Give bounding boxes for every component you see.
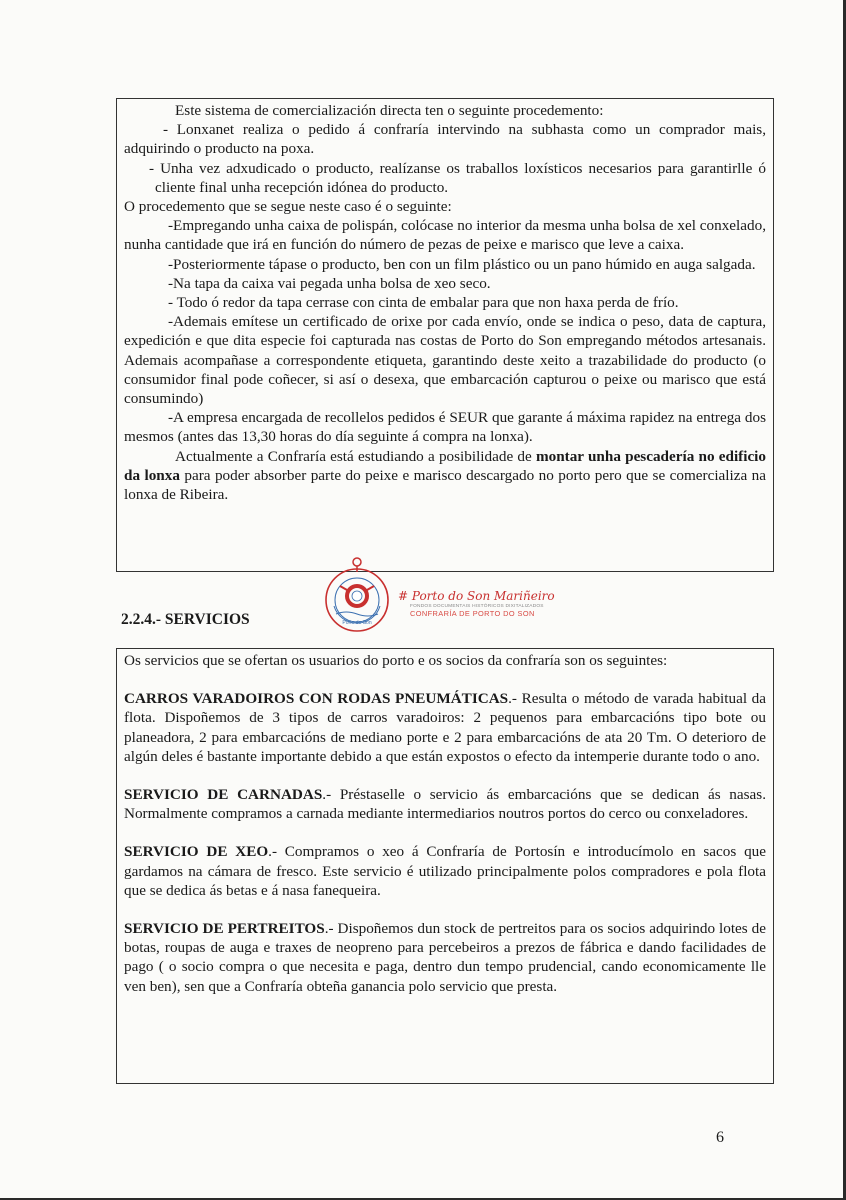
paragraph <box>124 842 766 900</box>
logo-anchor-ring <box>353 558 361 566</box>
service-title: SERVICIO DE XEO <box>124 843 269 861</box>
paragraph <box>124 689 766 766</box>
paragraph <box>124 447 766 505</box>
paragraph: - Lonxanet realiza o pedido á confraría intervindo na subhasta como un comprador mais, adquirindo o producto na poxa. <box>124 121 766 158</box>
logo-lifering-center <box>352 591 362 601</box>
bold-run: montar unha pescadería no edificio da lonxa <box>124 447 766 484</box>
service-title: CARROS VARADOIROS CON RODAS PNEUMÁTICAS <box>124 690 509 708</box>
paragraph: -Posteriormente tápase o producto, ben con un film plástico ou un pano húmido en auga salgada. <box>168 255 756 273</box>
logo-script-title: # Porto do Son Mariñeiro <box>398 589 555 603</box>
section-title: 2.2.4.- SERVICIOS <box>121 611 250 628</box>
service-text: .- Resulta o método de varada habitual da flota. Dispoñemos de 3 tipos de carros varadoiros: 2 pequenos para embarcacións tipo bote ou planeadora, 2 para embarcacións de mediano porte e 2 para embarcacións de ata 20 Tm. O deterioro de algún deles é bastante importante debido a que están expostos o efecto da intemperie durante todo o ano. <box>124 690 766 765</box>
logo-wave <box>336 612 378 616</box>
page-number: 6 <box>716 1129 724 1146</box>
services-box <box>116 648 774 1084</box>
service-text: .- Préstaselle o servicio ás embarcacións que se dedican ás nasas. Normalmente compramos a carnada mediante intermediarios noutros portos do cerco ou conxeladores. <box>124 786 766 823</box>
service-text: .- Compramos o xeo á Confraría de Portosín e introducímolo en sacos que gardamos na cámara de fresco. Este servicio é utilizado principalmente polos compradores e pola flota que se dedica ás betas e á nasa fanequeira. <box>124 843 766 899</box>
service-title: SERVICIO DE PERTREITOS <box>124 920 325 938</box>
procedure-box <box>116 98 774 572</box>
paragraph: Os servicios que se ofertan os usuarios do porto e os socios da confraría son os seguintes: <box>124 652 668 669</box>
paragraph <box>124 919 766 996</box>
paragraph: -Empregando unha caixa de polispán, colócase no interior da mesma unha bolsa de xel conxelado, nunha cantidade que irá en función do número de pezas de peixe e marisco que leve a caixa. <box>124 217 766 254</box>
logo-ring-text-bottom: Porto do Son <box>342 620 372 626</box>
service-text: .- Dispoñemos dun stock de pertreitos para os socios adquirindo lotes de botas, roupas de auga e traxes de neopreno para percebeiros a prezos de fábrica e dando facilidades de pago ( o socio compra o que necesita e paga, dentro dun tempo prudencial, cando economicamente lle ven ben), sen que a Confraría obteña ganancia polo servicio que presta. <box>124 920 766 995</box>
paragraph: - Todo ó redor da tapa cerrase con cinta de embalar para que non haxa perda de frío. <box>168 294 679 312</box>
logo-small-caption: FONDOS DOCUMENTAIS HISTÓRICOS DIXITALIZADOS <box>410 604 544 609</box>
text-run: Actualmente a Confraría está estudiando a posibilidade de <box>175 447 536 465</box>
paragraph: Este sistema de comercialización directa ten o seguinte procedemento: <box>175 102 604 119</box>
service-title: SERVICIO DE CARNADAS <box>124 786 323 804</box>
paragraph: - Unha vez adxudicado o producto, realízanse os traballos loxísticos necesarios para garantirlle ó cliente final unha recepción idónea do producto. <box>149 159 766 196</box>
paragraph: O procedemento que se segue neste caso é o seguinte: <box>124 198 452 216</box>
confraria-logo <box>322 556 555 646</box>
paragraph <box>124 785 766 823</box>
paragraph: -Na tapa da caixa vai pegada unha bolsa de xeo seco. <box>168 274 491 292</box>
paragraph: -A empresa encargada de recollelos pedidos é SEUR que garante á máxima rapidez na entrega dos mesmos (antes das 13,30 horas do día seguinte á compra na lonxa). <box>124 409 766 446</box>
text-run: para poder absorber parte do peixe e marisco descargado no porto pero que se comercializa na lonxa de Ribeira. <box>124 466 766 504</box>
logo-brand-name: CONFRARÍA DE PORTO DO SON <box>410 609 535 618</box>
paragraph: -Ademais emítese un certificado de orixe por cada envío, onde se indica o peso, data de captura, expedición e que dita especie foi capturada nas costas de Porto do Son empregando métodos artesanais. Ademais acompañase a correspondente etiqueta, garantindo deste xeito a trazabilidade do producto (o consumidor final pode coñecer, si así o desexa, que embarcación capturou o peixe ou marisco que está consumindo) <box>124 313 766 408</box>
